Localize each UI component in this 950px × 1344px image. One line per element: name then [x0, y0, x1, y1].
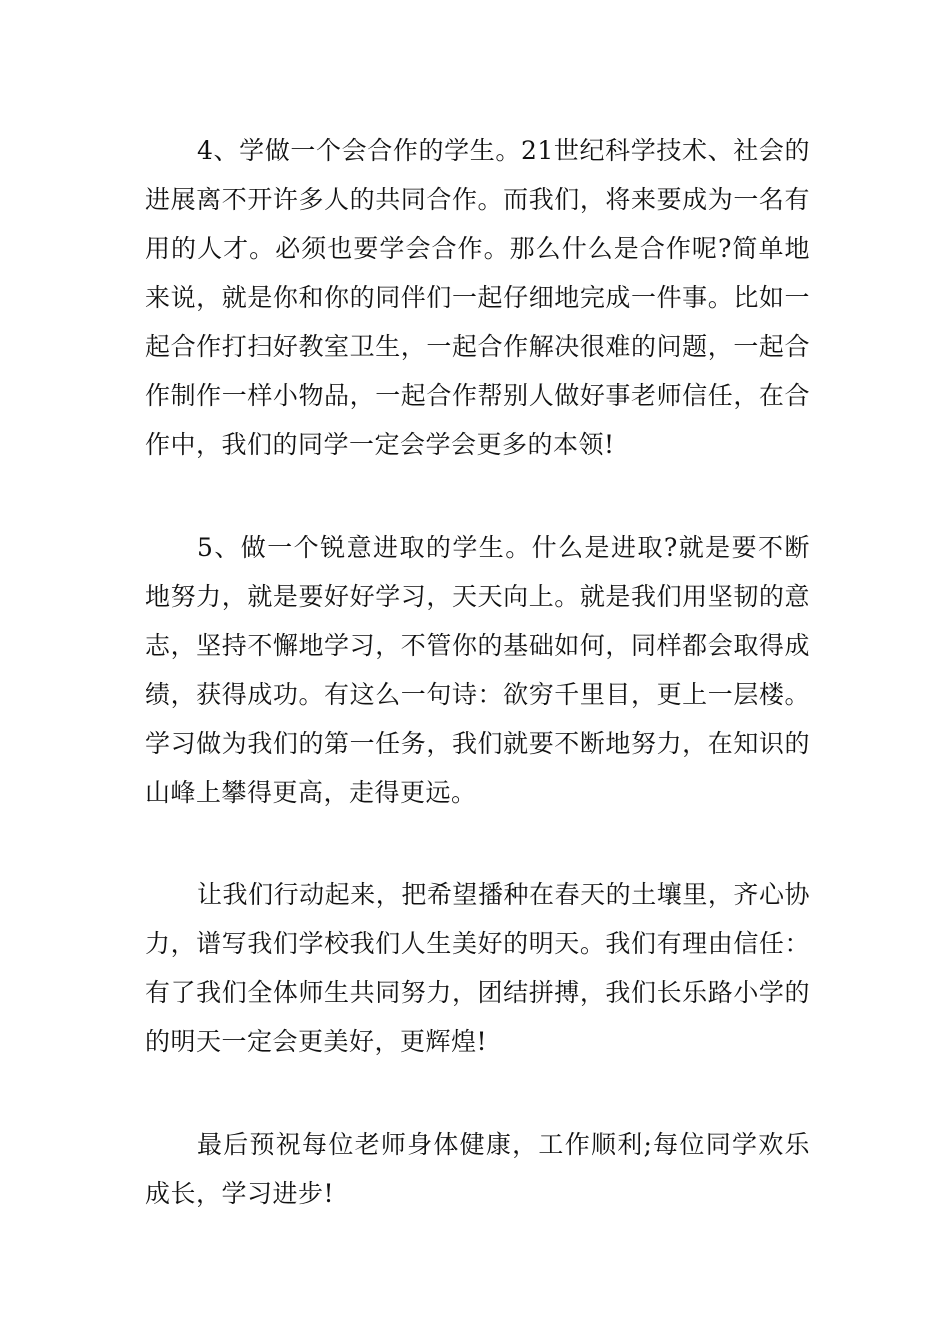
- paragraph-progress: 5、做一个锐意进取的学生。什么是进取?就是要不断地努力，就是要好好学习，天天向上。就是我们用坚韧的意志，坚持不懈地学习，不管你的基础如何，同样都会取得成绩，获得成功。有这么一句诗：欲穷千里目，更上一层楼。学习做为我们的第一任务，我们就要不断地努力，在知识的山峰上攀得更高，走得更远。: [145, 533, 810, 807]
- paragraph-closing-wishes: 最后预祝每位老师身体健康，工作顺利;每位同学欢乐成长，学习进步!: [145, 1130, 810, 1208]
- paragraph-call-to-action: 让我们行动起来，把希望播种在春天的土壤里，齐心协力，谱写我们学校我们人生美好的明天。我们有理由信任：有了我们全体师生共同努力，团结拼搏，我们长乐路小学的的明天一定会更美好，更辉煌!: [145, 880, 810, 1056]
- paragraph-cooperation: 4、学做一个会合作的学生。21世纪科学技术、社会的进展离不开许多人的共同合作。而我们，将来要成为一名有用的人才。必须也要学会合作。那么什么是合作呢?简单地来说，就是你和你的同伴们一起仔细地完成一件事。比如一起合作打扫好教室卫生，一起合作解决很难的问题，一起合作制作一样小物品，一起合作帮别人做好事老师信任，在合作中，我们的同学一定会学会更多的本领!: [145, 136, 810, 459]
